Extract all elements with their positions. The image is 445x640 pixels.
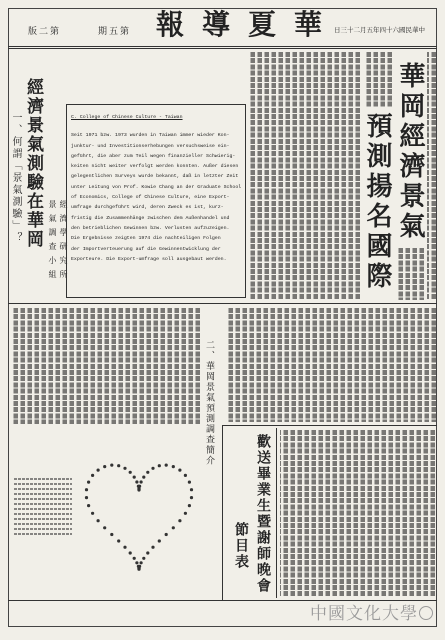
diagram-dot — [85, 488, 88, 491]
diagram-dot — [133, 557, 136, 560]
german-box-heading: C. College of Chinese Culture - Taiwan — [71, 115, 183, 120]
section-rule — [8, 303, 437, 304]
german-line: den betrieblichen Gewinnen bzw. Verlusten aufzuzeigen. — [71, 225, 230, 231]
diagram-dot — [123, 546, 126, 549]
program-title: 歡送畢業生暨謝師晚會 — [255, 434, 271, 594]
german-line: unter Leitung von Prof. Kowie Chang an der Graduate School — [71, 184, 242, 190]
german-line: junktur- und Investitionserhebungen versuchsweise ein- — [71, 143, 230, 149]
feature-body-text — [226, 308, 436, 422]
diagram-dot — [117, 464, 120, 467]
diagram-dot — [142, 476, 145, 479]
diagram-dot — [85, 496, 88, 499]
lead-article-body-text — [364, 52, 392, 108]
feature-section-1-heading: 一、何謂「景氣測驗」？ — [10, 112, 21, 244]
lead-article-body-text — [248, 52, 360, 300]
byline-group: 景氣調查小組 — [48, 200, 57, 284]
german-text-box — [66, 104, 246, 298]
diagram-dot — [172, 465, 175, 468]
diagram-dot — [129, 551, 132, 554]
diagram-dot — [184, 512, 187, 515]
diagram-dot — [151, 546, 154, 549]
lead-article-body-text — [427, 52, 436, 300]
dot-diagram — [80, 438, 198, 590]
diagram-dot — [137, 487, 140, 490]
diagram-dot — [135, 480, 138, 483]
german-line: of Economics, College of Chinese Culture, eine Export- — [71, 195, 230, 201]
diagram-dot — [188, 504, 191, 507]
seal-icon — [419, 606, 433, 620]
diagram-dot — [87, 481, 90, 484]
diagram-dot — [165, 464, 168, 467]
diagram-dot — [103, 465, 106, 468]
lead-headline-col-2: 預測揚名國際 — [362, 112, 392, 292]
diagram-dot — [142, 557, 145, 560]
german-line: geführt, die aber zum Teil wegen finanzieller Schwierig- — [71, 153, 236, 159]
edition-label: 版二第 — [28, 27, 62, 37]
feature-byline — [45, 200, 67, 284]
diagram-dot — [146, 551, 149, 554]
german-line: Seit 1971 bzw. 1973 wurden in Taiwan immer wieder Kon- — [71, 133, 230, 139]
bottom-rule — [8, 600, 437, 601]
german-line: Die Ergebnisse zeigten 1974 die nachteiligen Folgen — [71, 236, 221, 242]
archive-watermark: 中國文化大學 — [310, 604, 418, 624]
feature-section-2-heading: 二、華岡景氣預測調查簡介 — [204, 340, 214, 466]
feature-title: 經濟景氣測驗在華岡 — [23, 78, 43, 249]
diagram-dot — [129, 471, 132, 474]
diagram-dot — [91, 474, 94, 477]
lead-headline-col-1: 華岡經濟景氣 — [395, 62, 425, 242]
diagram-dot — [151, 467, 154, 470]
diagram-dot — [190, 488, 193, 491]
diagram-dot — [87, 504, 90, 507]
diagram-dot — [97, 469, 100, 472]
diagram-dot — [103, 526, 106, 529]
issue-label: 期五第 — [98, 27, 132, 37]
program-item-list — [14, 478, 72, 538]
german-line: der Importverteuerung auf die Gewinnentwicklung der — [71, 246, 221, 252]
header-rule — [8, 46, 437, 49]
feature-body-text — [12, 308, 200, 424]
diagram-dot — [117, 539, 120, 542]
german-line: fristig die Zusammenhänge zwischen dem Außenhandel und — [71, 215, 230, 221]
german-line: keiten nicht weiter verfolgt werden konnten. Außer diesen — [71, 164, 239, 170]
lead-article-body-text — [396, 248, 424, 300]
diagram-dot — [123, 467, 126, 470]
diagram-dot — [110, 464, 113, 467]
program-divider — [276, 428, 277, 598]
program-subtitle: 節目表 — [233, 522, 249, 570]
german-line: gelegentlichen Surveys wurde bekannt, daß in letzter Zeit — [71, 174, 239, 180]
diagram-dot — [188, 481, 191, 484]
diagram-dot — [133, 476, 136, 479]
byline-institute: 經濟學研究所 — [59, 200, 68, 284]
german-line: umfrage durchgeführt wird, deren Zweck es ist, kurz- — [71, 205, 224, 211]
diagram-dot — [91, 512, 94, 515]
diagram-dot — [110, 533, 113, 536]
diagram-dot — [137, 485, 140, 488]
diagram-dot — [178, 469, 181, 472]
program-body-text — [280, 430, 435, 596]
diagram-dot — [97, 519, 100, 522]
diagram-dot — [190, 496, 193, 499]
german-line: Exporteure. Die Export-umfrage soll ausgebaut werden. — [71, 256, 227, 262]
issue-date: 日三十二月五年四十六國民華中 — [334, 26, 425, 34]
diagram-dot — [178, 519, 181, 522]
diagram-dot — [140, 561, 143, 564]
diagram-dot — [158, 539, 161, 542]
diagram-dot — [165, 533, 168, 536]
program-box-top-rule — [222, 425, 437, 426]
diagram-dot — [137, 565, 140, 568]
diagram-dot — [135, 561, 138, 564]
program-box-left-rule — [222, 425, 223, 600]
diagram-dot — [146, 471, 149, 474]
diagram-dot — [158, 464, 161, 467]
masthead: 報導夏華 — [156, 8, 341, 41]
diagram-dot — [184, 474, 187, 477]
diagram-dot — [172, 526, 175, 529]
diagram-dot — [140, 480, 143, 483]
